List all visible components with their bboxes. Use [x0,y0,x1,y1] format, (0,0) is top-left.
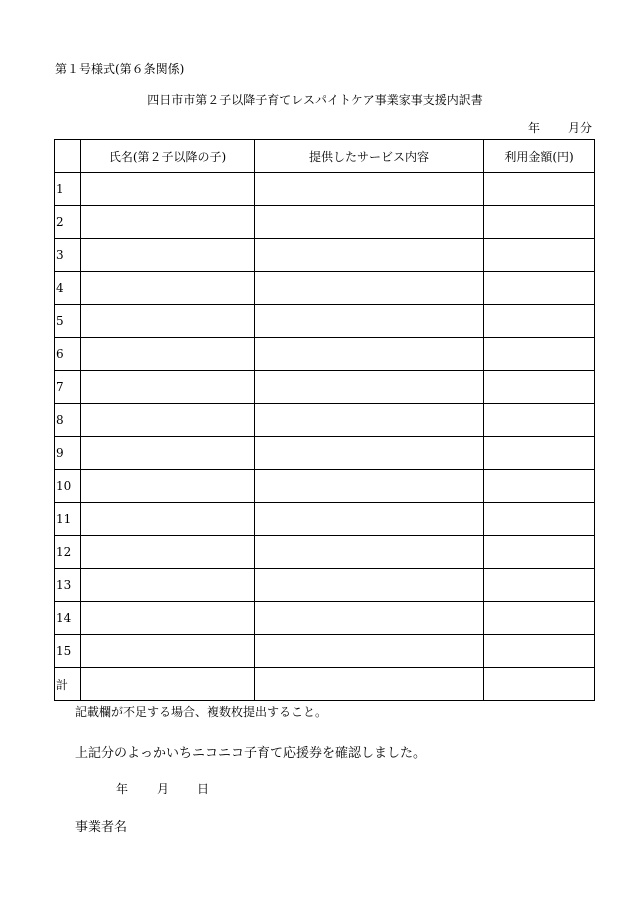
row-number: 10 [55,470,81,503]
service-content-cell[interactable] [255,503,484,536]
service-content-cell[interactable] [255,305,484,338]
service-content-cell[interactable] [255,404,484,437]
table-row [55,602,595,635]
table-row [55,536,595,569]
service-content-cell[interactable] [255,239,484,272]
table-row [55,404,595,437]
child-name-cell[interactable] [81,536,255,569]
row-number: 4 [55,272,81,305]
row-number: 7 [55,371,81,404]
row-number: 6 [55,338,81,371]
row-number: 2 [55,206,81,239]
table-body [55,173,595,701]
child-name-cell[interactable] [81,503,255,536]
header-usage-amount: 利用金額(円) [484,140,595,173]
usage-amount-cell[interactable] [484,437,595,470]
service-content-cell[interactable] [255,602,484,635]
child-name-cell[interactable] [81,635,255,668]
header-number [55,140,81,173]
table-row [55,437,595,470]
row-number: 5 [55,305,81,338]
usage-amount-cell[interactable] [484,173,595,206]
row-number: 8 [55,404,81,437]
service-content-cell[interactable] [255,635,484,668]
table-row [55,305,595,338]
service-content-cell[interactable] [255,536,484,569]
child-name-cell[interactable] [81,569,255,602]
service-content-cell[interactable] [255,668,484,701]
table-row [55,173,595,206]
usage-amount-cell[interactable] [484,239,595,272]
header-child-name: 氏名(第２子以降の子) [81,140,255,173]
usage-amount-cell[interactable] [484,272,595,305]
table-row [55,272,595,305]
table-row [55,239,595,272]
usage-amount-cell[interactable] [484,602,595,635]
usage-amount-cell[interactable] [484,569,595,602]
table-row [55,503,595,536]
usage-amount-cell[interactable] [484,668,595,701]
usage-amount-cell[interactable] [484,470,595,503]
usage-amount-cell[interactable] [484,536,595,569]
document-title: 四日市市第２子以降子育てレスパイトケア事業家事支援内訳書 [147,93,483,107]
usage-amount-cell[interactable] [484,635,595,668]
table-row [55,206,595,239]
header-service-content: 提供したサービス内容 [255,140,484,173]
row-number: 15 [55,635,81,668]
period-year-label: 年 [528,121,541,135]
row-number: 9 [55,437,81,470]
date-year-label: 年 [116,782,129,796]
usage-amount-cell[interactable] [484,206,595,239]
row-number: 13 [55,569,81,602]
form-number-label: 第１号様式(第６条関係) [55,62,185,76]
service-content-cell[interactable] [255,173,484,206]
usage-amount-cell[interactable] [484,338,595,371]
date-month-label: 月 [157,782,170,796]
table-row [55,338,595,371]
confirmation-text: 上記分のよっかいちニコニコ子育て応援券を確認しました。 [75,746,427,761]
service-content-cell[interactable] [255,371,484,404]
table-row [55,569,595,602]
row-number: 1 [55,173,81,206]
row-number: 11 [55,503,81,536]
child-name-cell[interactable] [81,371,255,404]
child-name-cell[interactable] [81,602,255,635]
table-row [55,470,595,503]
usage-amount-cell[interactable] [484,371,595,404]
breakdown-table [54,139,595,701]
table-header-row [55,140,595,173]
row-number: 計 [55,668,81,701]
child-name-cell[interactable] [81,338,255,371]
row-number: 14 [55,602,81,635]
service-content-cell[interactable] [255,569,484,602]
service-content-cell[interactable] [255,437,484,470]
child-name-cell[interactable] [81,173,255,206]
row-number: 3 [55,239,81,272]
period-month-label: 月分 [568,121,593,135]
usage-amount-cell[interactable] [484,404,595,437]
child-name-cell[interactable] [81,437,255,470]
date-day-label: 日 [197,782,210,796]
business-name-label: 事業者名 [75,820,128,835]
usage-amount-cell[interactable] [484,503,595,536]
child-name-cell[interactable] [81,272,255,305]
table-row [55,371,595,404]
note-text: 記載欄が不足する場合、複数枚提出すること。 [75,705,328,719]
service-content-cell[interactable] [255,470,484,503]
child-name-cell[interactable] [81,404,255,437]
usage-amount-cell[interactable] [484,305,595,338]
table-row [55,635,595,668]
child-name-cell[interactable] [81,305,255,338]
child-name-cell[interactable] [81,239,255,272]
service-content-cell[interactable] [255,272,484,305]
row-number: 12 [55,536,81,569]
child-name-cell[interactable] [81,470,255,503]
service-content-cell[interactable] [255,206,484,239]
service-content-cell[interactable] [255,338,484,371]
child-name-cell[interactable] [81,668,255,701]
table-row [55,668,595,701]
child-name-cell[interactable] [81,206,255,239]
